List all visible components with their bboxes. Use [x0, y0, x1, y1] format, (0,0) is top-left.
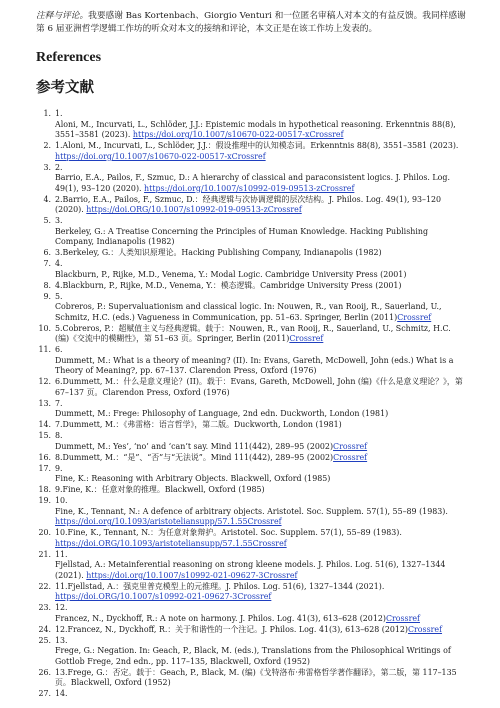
reference-number: 15. [38, 431, 51, 440]
reference-number: 21. [38, 549, 51, 559]
reference-item [36, 163, 466, 195]
reference-item [36, 292, 466, 324]
reference-number: 7. [43, 259, 51, 268]
reference-item [36, 248, 466, 259]
reference-item [36, 324, 466, 345]
reference-index: 1. [55, 109, 63, 118]
reference-text: Fine, K.: Reasoning with Arbitrary Objects. Blackwell, Oxford (1985) [55, 474, 331, 483]
reference-item [36, 464, 466, 485]
reference-text: 2.Barrio, E.A., Pailos, F., Szmuc, D.：经典逻辑与次协调逻辑的层次结构。J. Philos. Log. 49(1), 93–120 (2020). [55, 194, 442, 214]
reference-index: 14. [55, 689, 68, 698]
reference-number: 16. [38, 452, 51, 462]
reference-body [55, 377, 466, 398]
reference-index: 13. [55, 635, 68, 645]
reference-item [36, 582, 466, 603]
reference-link[interactable]: https://doi.org/10.1007/s10992-019-09513-zCrossref [144, 183, 355, 193]
reference-body [55, 431, 466, 452]
reference-item [36, 195, 466, 216]
reference-number: 11. [38, 345, 51, 354]
reference-link[interactable]: Crossref [397, 312, 432, 322]
reference-number: 18. [38, 485, 51, 494]
reference-number: 5. [43, 216, 51, 225]
reference-index: 4. [55, 259, 63, 268]
reference-index: 10. [55, 496, 68, 505]
references-heading-zh: 参考文献 [36, 79, 94, 96]
reference-number: 22. [38, 581, 51, 591]
references-heading: References [36, 50, 102, 65]
reference-index: 8. [55, 431, 63, 440]
reference-item [36, 109, 466, 141]
reference-body [55, 259, 466, 280]
reference-item [36, 603, 466, 624]
reference-body [55, 248, 466, 259]
reference-link[interactable]: Crossref [333, 441, 368, 451]
reference-body [55, 324, 466, 345]
acknowledgements-text: 我要感谢 Bas Kortenbach、Giorgio Venturi 和一位匿名审稿人对本文的有益反馈。我同样感谢第 6 届亚洲哲学逻辑工作坊的听众对本文的接纳和评论，本文正是在该工作坊上发表的。 [36, 11, 466, 34]
reference-index: 3. [55, 216, 63, 225]
reference-body [55, 528, 466, 549]
reference-text: 13.Frege, G.：否定。载于：Geach, P., Black, M. (编)《戈特洛布·弗雷格哲学著作翻译》，第二版，第 117–135 页。Blackwell, Oxford (1952) [55, 667, 457, 687]
reference-number: 26. [38, 667, 51, 677]
reference-body [55, 281, 466, 292]
reference-index: 5. [55, 291, 63, 301]
reference-body [55, 195, 466, 216]
reference-text: Francez, N., Dyckhoff, R.: A note on harmony. J. Philos. Log. 41(3), 613–628 (2012) [55, 613, 386, 623]
reference-body [55, 109, 466, 141]
reference-body [55, 668, 466, 689]
reference-text: Cobreros, P.: Supervaluationism and classical logic. In: Nouwen, R., van Rooij, R., Sauerland, U., Schmitz, H.C. (eds.) Vagueness in Communication, pp. 51–63. Springer, Berlin (2011) [55, 302, 442, 322]
reference-text: Fine, K., Tennant, N.: A defence of arbitrary objects. Aristotel. Soc. Supplem. 57(1), 55–89 (1983). [55, 506, 448, 516]
reference-number: 6. [43, 248, 51, 257]
reference-text: 8.Dummett, M.：“是”、“否”与“无法说”。Mind 111(442), 289–95 (2002) [55, 452, 334, 462]
reference-text: 4.Blackburn, P., Rijke, M.D., Venema, Y.：模态逻辑。Cambridge University Press (2001) [55, 280, 402, 290]
reference-text: 6.Dummett, M.：什么是意义理论？(II)。载于：Evans, Gareth, McDowell, John (编)《什么是意义理论？》，第 67–137 页。Clarendon Press, Oxford (1976) [55, 377, 463, 397]
reference-link[interactable]: https://doi.org/10.1007/s10670-022-00517-xCrossref [55, 151, 266, 161]
reference-text: Berkeley, G.: A Treatise Concerning the Principles of Human Knowledge. Hacking Publishing Company, Indianapolis (1982) [55, 226, 428, 246]
reference-number: 3. [43, 162, 51, 172]
reference-text: Barrio, E.A., Pailos, F., Szmuc, D.: A hierarchy of classical and paraconsistent logics. J. Philos. Log. 49(1), 93–120 (2020). [55, 173, 450, 193]
reference-body [55, 399, 466, 420]
reference-text: 7.Dummett, M.：《弗雷格：语言哲学》，第二版。Duckworth, London (1981) [55, 420, 342, 429]
reference-number: 2. [43, 141, 51, 150]
reference-index: 7. [55, 398, 63, 408]
reference-number: 19. [38, 496, 51, 505]
reference-body [55, 420, 466, 431]
reference-item [36, 636, 466, 668]
reference-number: 9. [43, 291, 51, 301]
reference-text: Dummett, M.: What is a theory of meaning? (II). In: Evans, Gareth, McDowell, John (eds.) What is a Theory of Meaning?, pp. 67–137. Clarendon Press, Oxford (1976) [55, 355, 454, 375]
reference-number: 23. [38, 603, 51, 612]
reference-body [55, 636, 466, 668]
reference-item [36, 689, 466, 700]
reference-item [36, 485, 466, 496]
reference-text: Aloni, M., Incurvati, L., Schlöder, J.J.: Epistemic modals in hypothetical reasoning. Erkenntnis 88(8), 3551–3581 (2023). [55, 119, 456, 139]
reference-body [55, 689, 466, 700]
reference-link[interactable]: https://doi.org/10.1093/aristoteliansupp/57.1.55Crossref [55, 517, 282, 526]
reference-link[interactable]: https://doi.ORG/10.1007/s10992-019-09513-zCrossref [86, 205, 302, 214]
reference-item [36, 528, 466, 549]
reference-number: 4. [43, 194, 51, 204]
reference-number: 25. [38, 635, 51, 645]
reference-text: 1.Aloni, M., Incurvati, L., Schlöder, J.J.：假设推理中的认知模态词。Erkenntnis 88(8), 3551–3581 (2023). [55, 141, 459, 150]
reference-link[interactable]: Crossref [385, 613, 420, 623]
reference-item [36, 259, 466, 280]
reference-link[interactable]: https://doi.org/10.1007/s10670-022-00517-xCrossref [132, 130, 344, 139]
reference-text: 5.Cobreros, P.：超赋值主义与经典逻辑。载于：Nouwen, R., van Rooij, R., Sauerland, U., Schmitz, H.C. (编)《交流中的模糊性》，第 51–63 页。Springer, Berlin (2011) [55, 323, 451, 343]
reference-body [55, 582, 466, 603]
reference-body [55, 464, 466, 485]
reference-number: 13. [38, 398, 51, 408]
reference-body [55, 216, 466, 248]
reference-index: 9. [55, 463, 63, 473]
reference-link[interactable]: https://doi.ORG/10.1093/aristoteliansupp/57.1.55Crossref [55, 538, 287, 548]
reference-link[interactable]: Crossref [333, 452, 368, 462]
reference-item [36, 431, 466, 452]
reference-body [55, 485, 466, 496]
reference-text: Frege, G.: Negation. In: Geach, P., Black, M. (eds.), Translations from the Philosophical Writings of Gottlob Frege, 2nd edn., pp. 117–135, Blackwell, Oxford (1952) [55, 646, 451, 666]
reference-number: 14. [38, 420, 51, 429]
reference-index: 6. [55, 345, 63, 354]
reference-item [36, 668, 466, 689]
reference-number: 10. [38, 323, 51, 333]
reference-item [36, 345, 466, 377]
reference-item [36, 453, 466, 464]
reference-number: 17. [38, 463, 51, 473]
reference-body [55, 292, 466, 324]
reference-text: 11.Fjellstad, A.：强克里普克模型上的元推理。J. Philos. Log. 51(6), 1327–1344 (2021). [55, 581, 385, 591]
reference-item [36, 216, 466, 248]
reference-text: 12.Francez, N., Dyckhoff, R.：关于和谐性的一个注记。J. Philos. Log. 41(3), 613–628 (2012) [55, 624, 408, 634]
reference-body [55, 453, 466, 464]
reference-body [55, 625, 466, 636]
reference-text: Dummett, M.: Yes’, ‘no’ and ‘can’t say. Mind 111(442), 289–95 (2002) [55, 441, 334, 451]
reference-body [55, 496, 466, 528]
reference-number: 27. [38, 689, 51, 698]
reference-text: Blackburn, P., Rijke, M.D., Venema, Y.: Modal Logic. Cambridge University Press (2001) [55, 269, 407, 279]
reference-number: 20. [38, 528, 51, 537]
reference-link[interactable]: https://doi.ORG/10.1007/s10992-021-09627-3Crossref [55, 592, 272, 601]
reference-text: Dummett, M.: Frege: Philosophy of Language, 2nd edn. Duckworth, London (1981) [55, 409, 389, 418]
reference-link[interactable]: Crossref [289, 334, 324, 343]
reference-item [36, 625, 466, 636]
reference-index: 2. [55, 162, 63, 172]
reference-body [55, 345, 466, 377]
reference-item [36, 420, 466, 431]
reference-item [36, 377, 466, 398]
acknowledgements [36, 10, 466, 36]
reference-text: 9.Fine, K.：任意对象的推理。Blackwell, Oxford (1985) [55, 485, 265, 494]
reference-index: 12. [55, 603, 68, 612]
reference-body [55, 550, 466, 582]
reference-item [36, 281, 466, 292]
reference-text: 10.Fine, K., Tennant, N.：为任意对象辩护。Aristotel. Soc. Supplem. 57(1), 55–89 (1983). [55, 528, 402, 537]
reference-body [55, 163, 466, 195]
reference-item [36, 496, 466, 528]
reference-list [36, 109, 466, 700]
reference-number: 1. [43, 109, 51, 118]
reference-body [55, 603, 466, 624]
reference-text: Fjellstad, A.: Metainferential reasoning on strong kleene models. J. Philos. Log. 51(6), 1327–1344 (2021). [55, 560, 446, 580]
reference-number: 12. [38, 377, 51, 386]
reference-link[interactable]: https://doi.org/10.1007/s10992-021-09627-3Crossref [86, 570, 298, 580]
reference-text: 3.Berkeley, G.：人类知识原理论。Hacking Publishing Company, Indianapolis (1982) [55, 248, 382, 257]
reference-item [36, 550, 466, 582]
reference-body [55, 141, 466, 162]
reference-index: 11. [55, 549, 68, 559]
reference-link[interactable]: Crossref [408, 624, 443, 634]
reference-item [36, 399, 466, 420]
reference-number: 8. [43, 280, 51, 290]
reference-number: 24. [38, 624, 51, 634]
acknowledgements-label: 注释与评论。 [36, 11, 89, 21]
reference-item [36, 141, 466, 162]
